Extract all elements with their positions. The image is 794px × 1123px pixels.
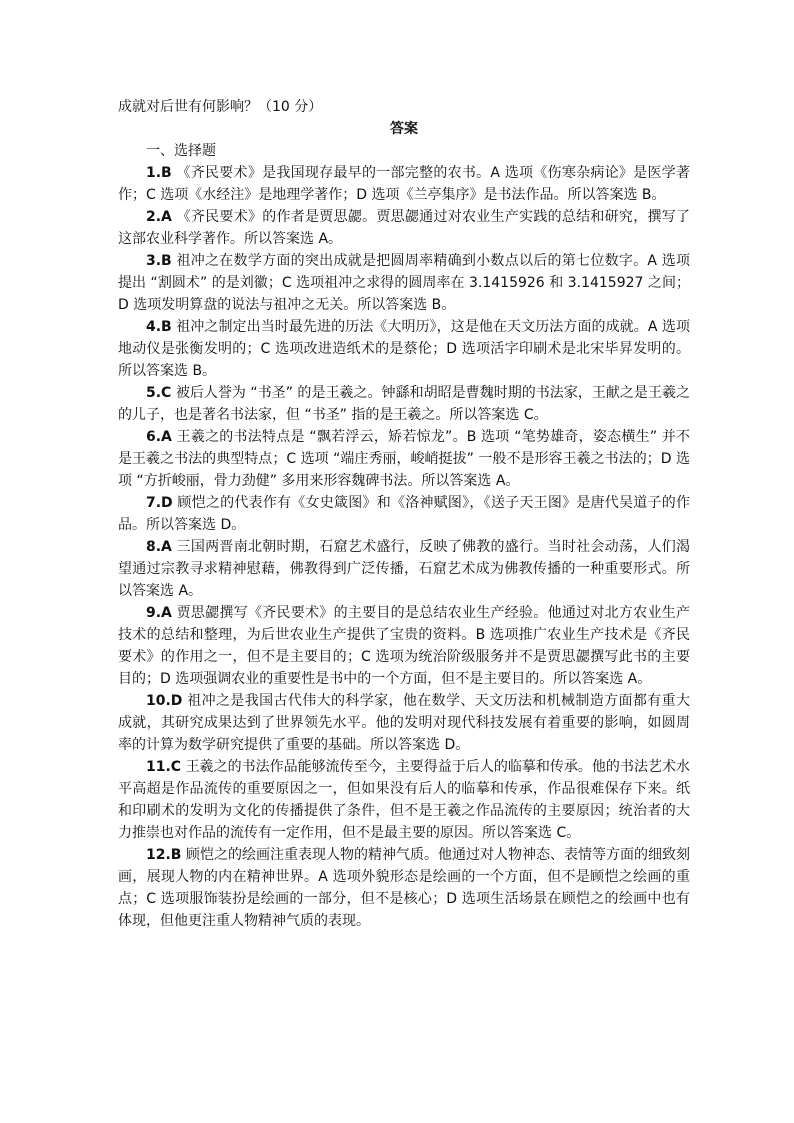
answer-item-1	[118, 162, 690, 206]
answer-text: 贾思勰撰写《齐民要术》的主要目的是总结农业生产经验。他通过对北方农业生产技术的总结和整理，为后世农业生产提供了宝贵的资料。B 选项推广农业生产技术是《齐民要术》的作用之一，但不是主要目的；C 选项为统治阶级服务并不是贾思勰撰写此书的主要目的；D 选项强调农业的重要性是书中的一个方面，但不是主要目的。所以答案选 A。	[118, 605, 690, 687]
answer-item-5	[118, 382, 690, 426]
answer-text: 被后人誉为 “书圣” 的是王羲之。钟繇和胡昭是曹魏时期的书法家，王献之是王羲之的儿子，也是著名书法家，但 “书圣” 指的是王羲之。所以答案选 C。	[118, 385, 690, 423]
answer-text: 王羲之的书法作品能够流传至今，主要得益于后人的临摹和传承。他的书法艺术水平高超是作品流传的重要原因之一，但如果没有后人的临摹和传承，作品很难保存下来。纸和印刷术的发明为文化的传播提供了条件，但不是王羲之作品流传的主要原因；统治者的大力推崇也对作品的流传有一定作用，但不是最主要的原因。所以答案选 C。	[118, 759, 690, 841]
answer-text: 王羲之的书法特点是 “飘若浮云，矫若惊龙”。B 选项 “笔势雄奇，姿态横生” 并不是王羲之书法的典型特点；C 选项 “端庄秀丽，峻峭挺拔” 一般不是形容王羲之书法的；D 选项 “方折峻丽，骨力劲健” 多用来形容魏碑书法。所以答案选 A。	[118, 429, 690, 489]
document-page	[118, 96, 690, 932]
answer-item-8	[118, 536, 690, 602]
answer-text: 祖冲之是我国古代伟大的科学家，他在数学、天文历法和机械制造方面都有重大成就，其研究成果达到了世界领先水平。他的发明对现代科技发展有着重要的影响，如圆周率的计算为数学研究提供了重要的基础。所以答案选 D。	[118, 693, 690, 753]
answer-number: 9.A	[146, 605, 172, 621]
answer-item-3	[118, 250, 690, 316]
answer-item-2	[118, 206, 690, 250]
section-title: 一、选择题	[146, 143, 216, 159]
answer-text: 顾恺之的绘画注重表现人物的精神气质。他通过对人物神态、表情等方面的细致刻画，展现人物的内在精神世界。A 选项外貌形态是绘画的一个方面，但不是顾恺之绘画的重点；C 选项服饰装扮是绘画的一部分，但不是核心；D 选项生活场景在顾恺之的绘画中也有体现，但他更注重人物精神气质的表现。	[118, 847, 690, 929]
answer-item-6	[118, 426, 690, 492]
answer-title: 答案	[390, 121, 418, 137]
answer-item-10	[118, 690, 690, 756]
answer-text: 三国两晋南北朝时期，石窟艺术盛行，反映了佛教的盛行。当时社会动荡，人们渴望通过宗教寻求精神慰藉，佛教得到广泛传播，石窟艺术成为佛教传播的一种重要形式。所以答案选 A。	[118, 539, 690, 599]
answer-number: 10.D	[146, 693, 183, 709]
answer-number: 5.C	[146, 385, 172, 401]
answer-text: 《齐民要术》是我国现存最早的一部完整的农书。A 选项《伤寒杂病论》是医学著作；C 选项《水经注》是地理学著作；D 选项《兰亭集序》是书法作品。所以答案选 B。	[118, 165, 690, 203]
question-tail: 成就对后世有何影响？（10 分）	[118, 99, 323, 115]
answer-number: 4.B	[146, 319, 172, 335]
answer-text: 《齐民要术》的作者是贾思勰。贾思勰通过对农业生产实践的总结和研究，撰写了这部农业科学著作。所以答案选 A。	[118, 209, 690, 247]
answer-item-4	[118, 316, 690, 382]
answer-text: 祖冲之在数学方面的突出成就是把圆周率精确到小数点以后的第七位数字。A 选项提出 “割圆术” 的是刘徽；C 选项祖冲之求得的圆周率在 3.1415926 和 3.1415927 之间；D 选项发明算盘的说法与祖冲之无关。所以答案选 B。	[118, 253, 690, 313]
answer-number: 2.A	[146, 209, 172, 225]
answer-item-9	[118, 602, 690, 690]
answer-item-7	[118, 492, 690, 536]
answer-number: 12.B	[146, 847, 182, 863]
answer-item-12	[118, 844, 690, 932]
answer-number: 7.D	[146, 495, 173, 511]
answer-number: 6.A	[146, 429, 172, 445]
answer-text: 顾恺之的代表作有《女史箴图》和《洛神赋图》，《送子天王图》是唐代吴道子的作品。所以答案选 D。	[118, 495, 690, 533]
answer-number: 11.C	[146, 759, 182, 775]
answer-text: 祖冲之制定出当时最先进的历法《大明历》，这是他在天文历法方面的成就。A 选项地动仪是张衡发明的；C 选项改进造纸术的是蔡伦；D 选项活字印刷术是北宋毕昇发明的。所以答案选 B。	[118, 319, 690, 379]
answer-number: 3.B	[146, 253, 172, 269]
answer-number: 8.A	[146, 539, 172, 555]
answer-number: 1.B	[146, 165, 172, 181]
answer-item-11	[118, 756, 690, 844]
